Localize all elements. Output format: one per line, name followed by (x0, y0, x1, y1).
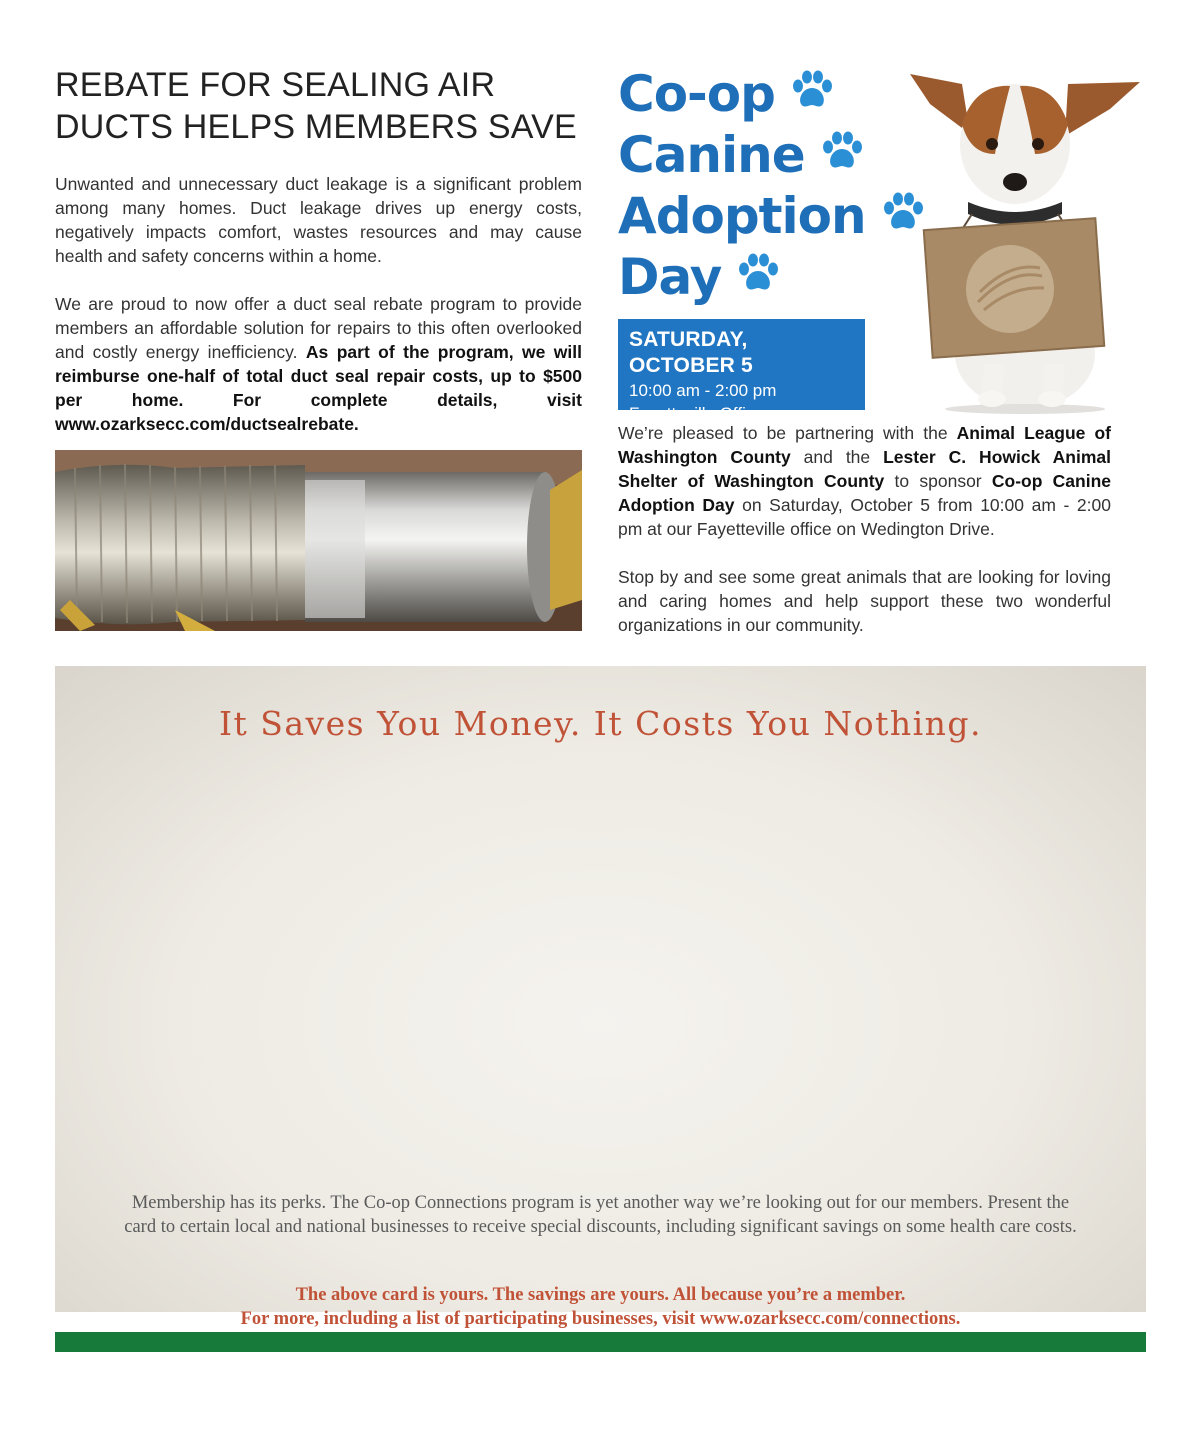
canine-title-line-3: Adoption (618, 186, 908, 247)
duct-rebate-details: As part of the program, we will reimburse one-half of total duct seal repair costs, up to $500 per home. For complete details, visit www.ozarksecc.com/ductsealrebate. (55, 342, 582, 434)
paw-print-icon (789, 64, 835, 125)
canine-title-line-1: Co-op (618, 64, 908, 125)
event-date: SATURDAY, OCTOBER 5 (629, 328, 753, 377)
canine-adoption-title (618, 64, 908, 308)
connections-cta-line-2: For more, including a list of participating businesses, visit www.ozarksecc.com/connections. (240, 1309, 961, 1329)
duct-paragraph-1: Unwanted and unnecessary duct leakage is a significant problem among many homes. Duct leakage drives up energy costs, negatively impacts comfort, wastes resources and may cause health and safety concerns within a home. (55, 174, 582, 266)
animal-shelter-name: Lester C. Howick Animal Shelter of Washington County (618, 447, 1111, 491)
event-location: Fayetteville Office (629, 404, 764, 423)
canine-title-line-4: Day (618, 247, 908, 308)
connections-cta-line-1: The above card is yours. The savings are yours. All because you’re a member. (295, 1285, 906, 1305)
duct-article-title: REBATE FOR SEALING AIR DUCTS HELPS MEMBERS SAVE (55, 66, 577, 146)
animal-league-name: Animal League of Washington County (618, 423, 1111, 467)
duct-article-body (55, 172, 582, 460)
paw-print-icon (735, 247, 781, 308)
footer-green-bar (55, 1332, 1146, 1352)
duct-paragraph-2: We are proud to now offer a duct seal rebate program to provide members an affordable solution for repairs to this often overlooked and costly energy inefficiency. As part of the program, we will reimburse one-half of total duct seal repair costs, up to $500 per home. For complete details, visit www.ozarksecc.com/ductsealrebate. (55, 294, 582, 434)
canine-paragraph-1: We’re pleased to be partnering with the Animal League of Washington County and the Lester C. Howick Animal Shelter of Washington County to sponsor Co-op Canine Adoption Day on Saturday, October 5 from 10:00 am - 2:00 pm at our Fayetteville office on Wedington Drive. (618, 423, 1111, 539)
connections-call-to-action (100, 1283, 1101, 1331)
air-duct-photo (55, 450, 582, 631)
canine-paragraph-2: Stop by and see some great animals that are looking for loving and caring homes and help support these two wonderful organizations in our community. (618, 567, 1111, 635)
event-date-box (618, 319, 865, 423)
canine-article-body (618, 421, 1111, 661)
canine-title-line-2: Canine (618, 125, 908, 186)
dog-with-sign-image (900, 64, 1150, 414)
paw-print-icon (819, 125, 865, 186)
event-name: Co-op Canine Adoption Day (618, 471, 1111, 515)
event-time: 10:00 am - 2:00 pm (629, 381, 777, 400)
air-duct-illustration (55, 450, 582, 631)
connections-headline: It Saves You Money. It Costs You Nothing. (218, 704, 983, 743)
connections-description: Membership has its perks. The Co-op Connections program is yet another way we’re looking out for our members. Present the card to certain local and national businesses to receive special discounts, including significant savings on some health care costs. (124, 1193, 1077, 1237)
